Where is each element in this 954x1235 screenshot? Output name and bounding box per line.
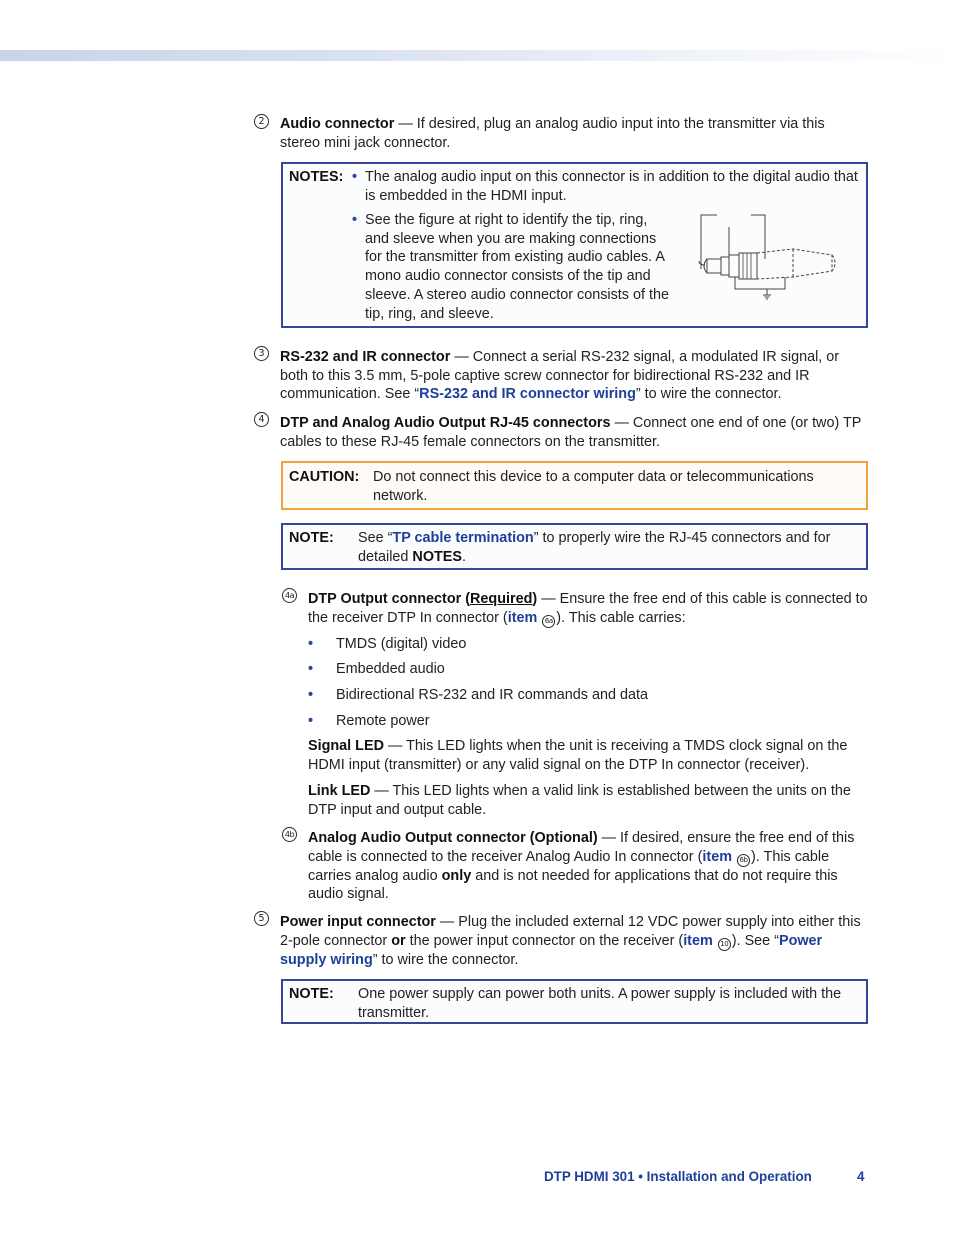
item-ref-badge: 10 <box>718 938 731 951</box>
item-ref-badge: 6b <box>737 854 750 867</box>
audio-connector-title: Audio connector <box>280 116 395 132</box>
audio-jack-diagram <box>697 209 857 301</box>
link-led-paragraph: Link LED — This LED lights when a valid link is established between the units on the DTP input and output cable. <box>308 783 851 818</box>
item-link[interactable]: item <box>702 848 732 865</box>
note-box-tp <box>281 523 868 570</box>
note-text-2: See the figure at right to identify the tip, ring, and sleeve when you are making connections for the transmitter from existing audio cables. A mono audio connector consists of the tip and sleeve. A stereo audio connector consists of the tip, ring, and sleeve. <box>365 212 669 322</box>
caution-label: CAUTION: <box>289 469 360 485</box>
item-number-badge: 3 <box>254 346 269 361</box>
note-tp-text: See “TP cable termination” to properly wire the RJ-45 connectors and for detailed NOTES. <box>358 530 831 565</box>
page-number: 4 <box>857 1169 865 1184</box>
rs232-wiring-link[interactable]: RS-232 and IR connector wiring <box>419 386 636 403</box>
note-text-1: The analog audio input on this connector is in addition to the digital audio that is embedded in the HDMI input. <box>365 169 858 204</box>
note-box-power <box>281 979 868 1024</box>
item-number-badge: 4 <box>254 412 269 427</box>
caution-text: Do not connect this device to a computer data or telecommunications network. <box>373 469 814 504</box>
item-number-badge: 2 <box>254 114 269 129</box>
item-link[interactable]: item <box>683 932 713 949</box>
dtp-title: DTP and Analog Audio Output RJ-45 connectors <box>280 415 611 431</box>
bullet: • <box>352 212 358 228</box>
audio-connector-paragraph: Audio connector — If desired, plug an analog audio input into the transmitter via this stereo mini jack connector. <box>280 116 825 151</box>
item-number-badge: 4b <box>282 827 297 842</box>
power-supply-wiring-link[interactable]: Power supply wiring <box>280 932 823 968</box>
item-ref-badge: 6a <box>542 615 555 628</box>
signal-led-paragraph: Signal LED — This LED lights when the unit is receiving a TMDS clock signal on the HDMI input (transmitter) or any valid signal on the DTP In connector (receiver). <box>308 738 848 773</box>
analog-output-paragraph: Analog Audio Output connector (Optional) — If desired, ensure the free end of this cable is connected to the receiver Analog Audio In connector (item 6b ). This cable carries analog audio only and is not needed for applications that do not require this audio signal. <box>308 830 855 903</box>
notes-box-audio <box>281 162 868 328</box>
dtp-output-paragraph: DTP Output connector (Required) — Ensure the free end of this cable is connected to the receiver DTP In connector (item 6a ). This cable carries: <box>308 591 868 626</box>
note-label: NOTE: <box>289 530 334 546</box>
notes-label: NOTES: <box>289 169 344 185</box>
dtp-paragraph: DTP and Analog Audio Output RJ-45 connectors — Connect one end of one (or two) TP cables to these RJ-45 female connectors on the transmitter. <box>280 415 862 450</box>
item-number-badge: 4a <box>282 588 297 603</box>
tp-cable-termination-link[interactable]: TP cable termination <box>392 530 534 546</box>
power-paragraph: Power input connector — Plug the included external 12 VDC power supply into either this 2-pole connector or the power input connector on the receiver (item 10 ). See “Power supply wiring” to wire the connector. <box>280 914 861 968</box>
item-number-badge: 5 <box>254 911 269 926</box>
caution-box <box>281 461 868 510</box>
note-label: NOTE: <box>289 986 334 1002</box>
footer-title: DTP HDMI 301 • Installation and Operation <box>544 1169 812 1184</box>
note-power-text: One power supply can power both units. A power supply is included with the transmitter. <box>358 986 842 1021</box>
header-gradient-bar <box>0 50 954 61</box>
rs232-paragraph: RS-232 and IR connector — Connect a serial RS-232 signal, a modulated IR signal, or both to this 3.5 mm, 5-pole captive screw connector for bidirectional RS-232 and IR communication. See “RS-232 and IR connector wiring” to wire the connector. <box>280 349 840 403</box>
rs232-title: RS-232 and IR connector <box>280 349 451 365</box>
bullet: • <box>352 169 358 185</box>
item-link[interactable]: item <box>507 609 538 626</box>
